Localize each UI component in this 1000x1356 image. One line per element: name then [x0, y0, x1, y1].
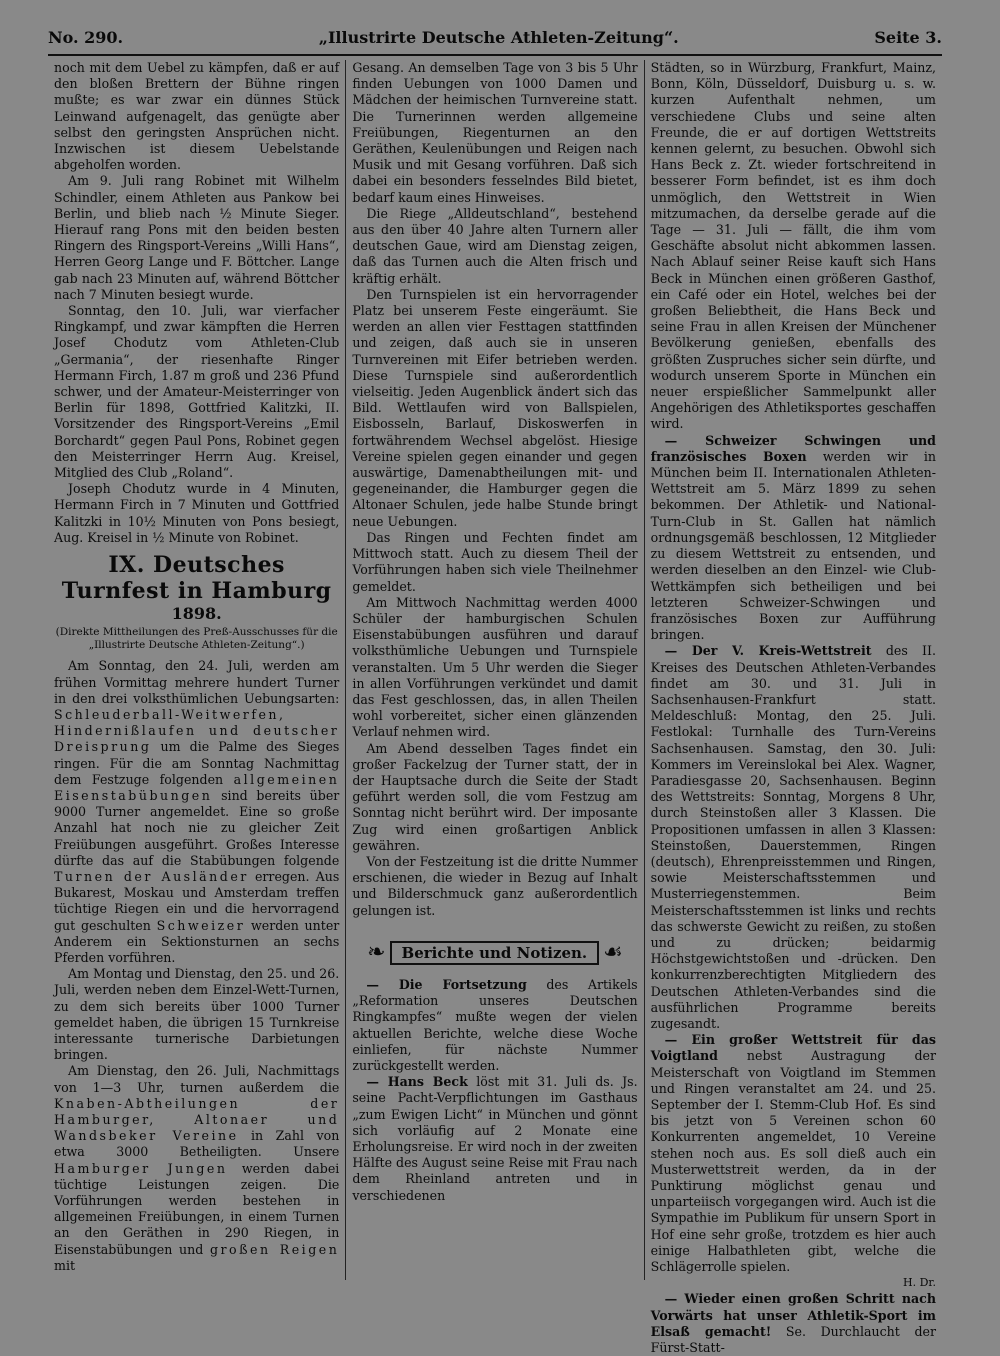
text-run: sind bereits über 9000 Turner angemeldet. Eine so große Anzahl hat noch nie zu gleicher Zeit Freiübungen ausgeführt. Großes Interesse dürfte das auf die Stabübungen folgende [54, 787, 340, 868]
issue-number: No. 290. [48, 28, 124, 47]
column-3 [644, 60, 942, 1356]
text-run: werden unter Anderem ein Sektionsturnen an sechs Pferden vorführen. [54, 917, 340, 965]
text-run: erregen. Aus Bukarest, Moskau und Amsterdam treffen tüchtige Riegen ein und die hervorragend gut geschulten [54, 868, 340, 933]
notice-text: werden wir in München beim II. Internationalen Athleten-Wettstreit am 5. März 1899 zu sehen bekommen. Der Athletik- und National-Turn-Club in St. Gallen hat nämlich ordnungsgemäß beschlossen, 12 Mitglieder zu diesem Wettstreit zu entsenden, und werden dieselben an den Einzel- wie Club-Wettkämpfen sich betheiligen und bei letzteren Schweizer-Schwingen und französisches Boxen zur Aufführung bringen. [650, 448, 936, 643]
paragraph: Am 9. Juli rang Robinet mit Wilhelm Schindler, einem Athleten aus Pankow bei Berlin, und blieb nach ½ Minute Sieger. Hierauf rang Pons mit den beiden besten Ringern des Ringsport-Vereins „Willi Hans“, Herren Georg Lange und F. Böttcher. Lange gab nach 23 Minuten auf, während Böttcher nach 7 Minuten besiegt wurde. [54, 173, 340, 302]
ornament-right-icon: ☙ [603, 939, 623, 965]
page-number: Seite 3. [874, 28, 942, 47]
text-run: in Zahl von etwa 3000 Betheiligten. Unsere [54, 1128, 340, 1160]
notice-lead: — Hans Beck [366, 1074, 468, 1090]
page-header [48, 28, 942, 50]
spaced-text: Turnen der Ausländer [54, 868, 249, 884]
notice [651, 643, 936, 1032]
notice-lead: — Der V. Kreis-Wettstreit [664, 643, 872, 659]
text-run: mit [54, 1257, 76, 1273]
notice-lead: — Die Fortsetzung [366, 976, 527, 992]
paragraph: Sonntag, den 10. Juli, war vierfacher Ringkampf, und zwar kämpften die Herren Josef Chodutz vom Athleten-Club „Germania“, der riesenhafte Ringer Hermann Firch, 1.87 m groß und 236 Pfund schwer, und der Amateur-Meisterringer von Berlin für 1898, Gottfried Kalitzki, II. Vorsitzender des Ringsport-Vereins „Emil Borchardt“ gegen Paul Pons, Robinet gegen den Meisterringer Herrn Aug. Kreisel, Mitglied des Club „Roland“. [54, 303, 340, 481]
section-title: IX. Deutsches Turnfest in Hamburg [61, 552, 332, 605]
paragraph: Am Abend desselben Tages findet ein großer Fackelzug der Turner statt, der in der Hauptsache durch die Seite der Stadt geführt werden soll, die vom Festzug am Sonntag nicht berührt wird. Der imposante Zug wird einen großartigen Anblick gewähren. [352, 740, 638, 853]
reports-title: Berichte und Notizen. [390, 941, 600, 965]
notice-text: Se. Durchlaucht der Fürst-Statt- [650, 1323, 936, 1356]
paragraph: noch mit dem Uebel zu kämpfen, daß er auf den bloßen Brettern der Bühne ringen mußte; es war zwar ein dünnes Stück Leinwand aufgenagelt, das genügte aber selbst den geringsten Ansprüchen nicht. Inzwischen ist diesem Uebelstande abgeholfen worden. [54, 60, 340, 173]
notice-text: des II. Kreises des Deutschen Athleten-Verbandes findet am 30. und 31. Juli in Sachsenhausen-Frankfurt statt. Meldeschluß: Montag, den 25. Juli. Festlokal: Turnhalle des Turn-Vereins Sachsenhausen. Samstag, den 30. Juli: Kommers im Vereinslokal bei Alex. Wagner, Paradiesgasse 20, Sachsenhausen. Beginn des Wettstreits: Sonntag, Morgens 8 Uhr, durch Steinstoßen aller 3 Klassen. Die Propositionen umfassen in allen 3 Klassen: Steinstoßen, Dauerstemmen, Ringen (deutsch), Ehrenpreisstemmen und Ringen, sowie Meisterschaftsstemmen und Musterriegenstemmen. Beim Meisterschaftsstemmen ist links und rechts das schwerste Gewicht zu reißen, zu stoßen und zu drücken; beidarmig Höchstgewichtstoßen und -drücken. Den konkurrenzberechtigten Mitgliedern des Deutschen Athleten-Verbandes sind die ausführlichen Programme bereits zugesandt. [650, 643, 936, 1031]
paragraph: Joseph Chodutz wurde in 4 Minuten, Hermann Firch in 7 Minuten und Gottfried Kalitzki in 10½ Minuten von Pons besiegt, Aug. Kreisel in ½ Minute von Robinet. [54, 481, 340, 545]
paragraph: Das Ringen und Fechten findet am Mittwoch statt. Auch zu diesem Theil der Vorführungen haben sich viele Theilnehmer gemeldet. [352, 529, 638, 594]
notice-text: löst mit 31. Juli ds. Js. seine Pacht-Verpflichtungen im Gasthaus „zum Ewigen Licht“ in München und gönnt sich vorläufig auf 2 Monate eine Erholungsreise. Er wird noch in der zweiten Hälfte des August seine Reise mit Frau nach dem Rheinland antreten und in verschiedenen [352, 1074, 638, 1203]
notice-lead: — Ein großer Wettstreit für das Voigtland [650, 1032, 936, 1064]
notice-text: des Artikels „Reformation unseres Deutschen Ringkampfes“ mußte wegen der vielen aktuellen Berichte, welche diese Woche einliefen, für nächste Nummer zurückgestellt werden. [352, 976, 638, 1073]
column-2 [345, 60, 643, 1280]
column-1 [48, 60, 345, 1280]
spaced-text: Schweizer [156, 917, 246, 933]
notice [352, 1074, 637, 1204]
paragraph [54, 1063, 339, 1274]
signature: H. Dr. [903, 1276, 936, 1290]
notice [651, 433, 936, 644]
notice [352, 977, 637, 1074]
paragraph [54, 658, 339, 966]
text-run: um die Palme des Sieges ringen. Für die am Sonntag Nachmittag dem Festzuge folgenden [54, 739, 340, 787]
text-run: Am Sonntag, den 24. Juli, werden am frühen Vormittag mehrere hundert Turner in den drei volksthümlichen Uebungsarten: [54, 658, 340, 706]
section-note: (Direkte Mittheilungen des Preß-Ausschusses für die „Illustrirte Deutsche Athleten-Zeitung“.) [55, 626, 338, 652]
header-rule [48, 54, 942, 56]
ornament-left-icon: ❧ [367, 939, 386, 965]
newspaper-title: „Illustrirte Deutsche Athleten-Zeitung“. [318, 28, 679, 47]
notice-lead: — Schweizer Schwingen und französisches Boxen [650, 432, 936, 464]
reports-heading [352, 941, 637, 965]
text-run: Am Dienstag, den 26. Juli, Nachmittags von 1—3 Uhr, turnen außerdem die [54, 1063, 340, 1095]
paragraph: Die Riege „Alldeutschland“, bestehend aus den über 40 Jahre alten Turnern aller deutschen Gaue, wird am Dienstag zeigen, daß das Turnen auch die Alten frisch und kräftig erhält. [352, 205, 638, 286]
text-run: werden dabei tüchtige Leistungen zeigen. Die Vorführungen werden bestehen in allgemeinen Freiübungen, in einem Turnen an den Geräthen in 290 Riegen, in Eisenstabübungen und [54, 1160, 340, 1257]
notice [651, 1032, 936, 1275]
notice-text: nebst Austragung der Meisterschaft von Voigtland im Stemmen und Ringen veranstaltet am 24. und 25. September der I. Stemm-Club Hof. Es sind bis jetzt von 5 Vereinen schon 60 Konkurrenten angemeldet, 10 Vereine stehen noch aus. Es soll dieß auch ein Musterwettstreit werden, da in der Punktirung möglichst genau und unparteiisch vorgegangen wird. Auch ist die Sympathie im Publikum für unsern Sport in Hof eine sehr große, trotzdem es hier auch einige Halbathleten gibt, welche die Schlägerrolle spielen. [650, 1048, 936, 1275]
spaced-text: allgemeinen Eisenstabübungen [54, 771, 340, 803]
columns [48, 60, 942, 1356]
paragraph: Gesang. An demselben Tage von 3 bis 5 Uhr finden Uebungen von 1000 Damen und Mädchen der heimischen Turnvereine statt. Die Turnerinnen werden allgemeine Freiübungen, Riegenturnen an den Geräthen, Keulenübungen und Reigen nach Musik und mit Gesang vorführen. Daß sich dabei ein besonders fesselndes Bild bietet, bedarf kaum eines Hinweises. [352, 60, 638, 205]
paragraph: Am Montag und Dienstag, den 25. und 26. Juli, werden neben dem Einzel-Wett-Turnen, zu dem sich bereits über 1000 Turner gemeldet haben, die übrigen 15 Turnkreise interessante turnerische Darbietungen bringen. [54, 966, 340, 1063]
spaced-text: Hamburger Jungen [54, 1160, 228, 1176]
paragraph: Von der Festzeitung ist die dritte Nummer erschienen, die wieder in Bezug auf Inhalt und Bilderschmuck ganz außerordentlich gelungen ist. [352, 853, 638, 918]
notice [651, 1291, 936, 1356]
paragraph: Den Turnspielen ist ein hervorragender Platz bei unserem Feste eingeräumt. Sie werden an allen vier Festtagen stattfinden und zeigen, daß auch sie in unseren Turnvereinen mit Eifer betrieben werden. Diese Turnspiele sind außerordentlich vielseitig. Jeden Augenblick ändert sich das Bild. Wettlaufen wird von Ballspielen, Eisbosseln, Barlauf, Diskoswerfen in fortwährendem Wechsel abgelöst. Hiesige Vereine spielen gegen einander und gegen auswärtige, Damenabtheilungen mit- und gegeneinander, die Hamburger gegen die Altonaer Schulen, jede halbe Stunde bringt neue Uebungen. [352, 286, 638, 529]
section-year: 1898. [171, 604, 222, 624]
spaced-text: Knaben-Abtheilungen der Hamburger, Altonaer und Wandsbeker Vereine [54, 1095, 340, 1144]
paragraph: Städten, so in Würzburg, Frankfurt, Mainz, Bonn, Köln, Düsseldorf, Duisburg u. s. w. kurzen Aufenthalt nehmen, um verschiedene Clubs und seine alten Freunde, die er auf dortigen Wettstreits kennen gelernt, zu besuchen. Obwohl sich Hans Beck z. Zt. wieder fortschreitend in besserer Form befindet, ist es ihm doch unmöglich, den Wettstreit in Wien mitzumachen, da derselbe gerade auf die Tage — 31. Juli — fällt, die ihm vom Geschäfte absolut nicht abkommen lassen. Nach Ablauf seiner Reise kauft sich Hans Beck in München einen größeren Gasthof, ein Café oder ein Hotel, welches bei der großen Beliebtheit, die Hans Beck und seine Frau in allen Kreisen der Münchener Bevölkerung genießen, ebenfalls des größten Zuspruches sicher sein dürfte, und wodurch unserem Sporte in München ein neuer erspießlicher Sammelpunkt aller Angehörigen des Athletiksportes geschaffen wird. [650, 60, 936, 432]
notice-lead: — Wieder einen großen Schritt nach Vorwärts hat unser Athletik-Sport im Elsaß gemacht! [650, 1291, 936, 1339]
paragraph: Am Mittwoch Nachmittag werden 4000 Schüler der hamburgischen Schulen Eisenstabübungen ausführen und darauf volksthümliche Uebungen und Turnspiele veranstalten. Um 5 Uhr werden die Sieger in allen Vorführungen verkündet und damit das Fest geschlossen, das, in allen Theilen wohl vorbereitet, sicher einen glänzenden Verlauf nehmen wird. [352, 594, 638, 740]
spaced-text: großen Reigen [209, 1241, 340, 1257]
spaced-text: Schleuderball-Weitwerfen, Hindernißlaufen und deutscher Dreisprung [54, 706, 340, 755]
